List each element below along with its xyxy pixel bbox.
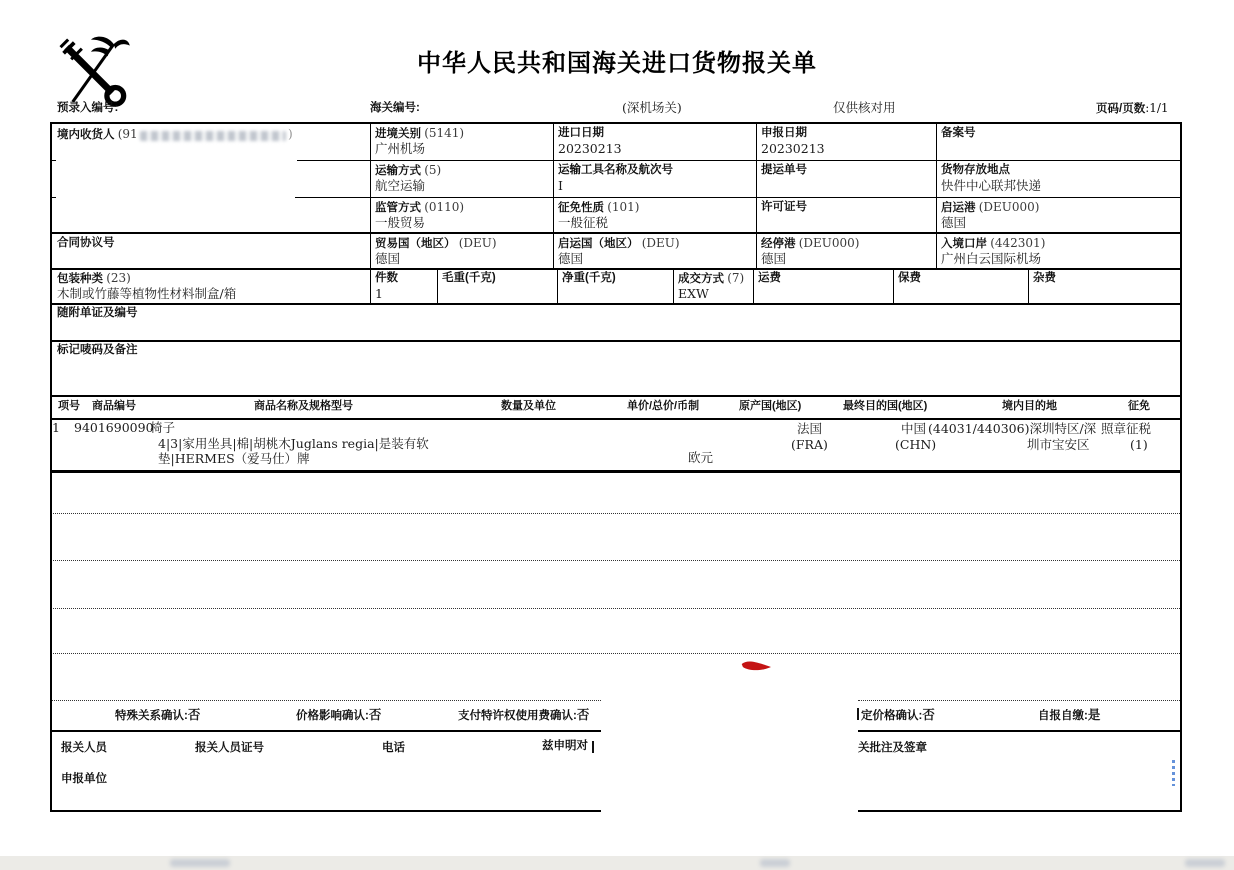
- license-no-label: 许可证号: [761, 201, 807, 213]
- package-type-code: (23): [106, 271, 131, 285]
- grid-line-horizontal: [50, 470, 1182, 473]
- field-transaction-mode: [678, 272, 744, 286]
- customs-office-note: (深机场关): [622, 100, 682, 115]
- goods-levy-mode: 照章征税: [1101, 421, 1152, 436]
- grid-line-horizontal: [50, 303, 1182, 305]
- supervision-mode-code: (0110): [424, 200, 465, 214]
- phone-label: 电话: [382, 742, 405, 754]
- grid-line-vertical: [553, 122, 554, 268]
- grid-line-vertical: [936, 122, 937, 268]
- goods-header-price-currency: 单价/总价/币制: [627, 400, 700, 412]
- field-consignee: [57, 128, 138, 142]
- grid-line-horizontal: [50, 232, 1182, 234]
- entry-point-code: (442301): [990, 236, 1046, 250]
- royalty-fee-label: 支付特许权使用费确认:: [458, 710, 577, 722]
- departure-port-value: 德国: [941, 215, 967, 230]
- pieces-value: 1: [375, 286, 383, 301]
- contract-no-label: 合同协议号: [57, 237, 115, 249]
- goods-header-item-no: 项号: [58, 400, 80, 412]
- entry-point-value: 广州白云国际机场: [941, 251, 1042, 266]
- goods-header-name-spec: 商品名称及规格型号: [254, 400, 353, 412]
- import-date-label: 进口日期: [558, 127, 604, 139]
- marks-notes-label: 标记唛码及备注: [57, 344, 138, 356]
- grid-line-horizontal: [50, 513, 1182, 514]
- levy-nature-code: (101): [607, 200, 640, 214]
- import-date-value: 20230213: [558, 141, 622, 156]
- grid-line-vertical: [1028, 268, 1029, 303]
- grid-line-vertical: [753, 268, 754, 303]
- entry-customs-label: 进境关别: [375, 128, 421, 140]
- grid-line-vertical: [893, 268, 894, 303]
- gross-weight-label: 毛重(千克): [442, 272, 496, 284]
- confirm-special-relation: [115, 708, 200, 723]
- faint-smudge: [1185, 859, 1225, 867]
- goods-header-qty-unit: 数量及单位: [501, 400, 556, 412]
- goods-hs-code: 9401690090: [74, 420, 154, 435]
- package-type-label: 包装种类: [57, 273, 103, 285]
- clipped-char-remnant: [857, 708, 859, 720]
- field-package-type: [57, 272, 131, 286]
- departure-country-code: (DEU): [641, 236, 680, 250]
- entry-point-label: 入境口岸: [941, 238, 987, 250]
- grid-line-horizontal: [50, 730, 601, 732]
- goods-header-domestic-dest: 境内目的地: [1002, 400, 1057, 412]
- attached-docs-label: 随附单证及编号: [57, 307, 138, 319]
- transaction-mode-value: EXW: [678, 286, 709, 301]
- grid-line-horizontal: [858, 810, 1182, 812]
- trade-country-value: 德国: [375, 251, 401, 266]
- page-title: 中华人民共和国海关进口货物报关单: [417, 50, 817, 77]
- grid-line-horizontal: [50, 653, 1182, 654]
- bill-no-label: 提运单号: [761, 164, 807, 176]
- special-relation-label: 特殊关系确认:: [115, 710, 188, 722]
- entry-customs-code: (5141): [424, 126, 465, 140]
- transit-port-value: 德国: [761, 251, 787, 266]
- grid-line-vertical: [673, 268, 674, 303]
- declare-date-value: 20230213: [761, 141, 825, 156]
- grid-line-vertical: [1180, 122, 1182, 810]
- grid-line-horizontal: [858, 700, 1182, 701]
- statement-fragment: 兹申明对: [542, 740, 588, 752]
- storage-place-value: 快件中心联邦快递: [941, 178, 1042, 193]
- grid-line-horizontal: [50, 395, 1182, 397]
- goods-header-levy: 征免: [1128, 400, 1150, 412]
- provisional-price-label: 定价格确认:: [861, 710, 923, 722]
- transit-port-label: 经停港: [761, 238, 796, 250]
- transport-tool-label: 运输工具名称及航次号: [558, 164, 673, 176]
- page-number-label: 页码/页数: [1096, 103, 1146, 115]
- consignee-code-suffix: ): [288, 127, 293, 141]
- goods-spec-line1: 4|3|家用坐具|棉|胡桃木Juglans regia|是装有软: [158, 436, 429, 451]
- customs-remark-sign-label: 关批注及签章: [858, 742, 927, 754]
- departure-country-value: 德国: [558, 251, 584, 266]
- entry-customs-value: 广州机场: [375, 141, 426, 156]
- levy-nature-value: 一般征税: [558, 215, 609, 230]
- storage-place-label: 货物存放地点: [941, 164, 1010, 176]
- confirm-royalty-fee: [458, 708, 589, 723]
- consignee-code-prefix: (91: [117, 127, 138, 141]
- grid-line-horizontal: [50, 700, 601, 701]
- faint-smudge: [170, 859, 230, 867]
- net-weight-label: 净重(千克): [562, 272, 616, 284]
- blue-dotted-mark: [1172, 760, 1175, 786]
- goods-currency: 欧元: [688, 450, 714, 465]
- pieces-label: 件数: [375, 272, 398, 284]
- grid-line-horizontal: [297, 160, 1182, 161]
- goods-item-no: 1: [52, 420, 60, 435]
- field-transport-mode: [375, 164, 441, 178]
- consignee-label: 境内收货人: [57, 129, 115, 141]
- trade-country-label: 贸易国（地区）: [375, 238, 456, 250]
- grid-line-horizontal: [858, 730, 1182, 732]
- grid-line-vertical: [557, 268, 558, 303]
- goods-origin-country: 法国: [797, 421, 823, 436]
- grid-line-horizontal: [50, 268, 1182, 270]
- departure-country-label: 启运国（地区）: [558, 238, 639, 250]
- declarant-label: 报关人员: [61, 742, 107, 754]
- special-relation-value: 否: [187, 707, 201, 722]
- field-departure-port: [941, 201, 1039, 215]
- pre-entry-no-label: 预录入编号:: [57, 102, 119, 114]
- transaction-mode-code: (7): [727, 271, 745, 285]
- red-pen-mark: [739, 655, 775, 681]
- declarant-cert-no-label: 报关人员证号: [195, 742, 264, 754]
- departure-port-label: 启运港: [941, 202, 976, 214]
- grid-line-horizontal: [50, 608, 1182, 609]
- goods-levy-code: (1): [1130, 437, 1148, 452]
- confirm-provisional-price: [861, 708, 935, 723]
- price-influence-label: 价格影响确认:: [296, 710, 369, 722]
- departure-port-code: (DEU000): [978, 200, 1040, 214]
- transport-mode-value: 航空运输: [375, 178, 426, 193]
- grid-line-horizontal: [50, 560, 1182, 561]
- self-declare-label: 自报自缴:: [1038, 710, 1088, 722]
- field-departure-country: [558, 237, 680, 251]
- field-transit-port: [761, 237, 859, 251]
- transit-port-code: (DEU000): [798, 236, 860, 250]
- transport-mode-label: 运输方式: [375, 165, 421, 177]
- goods-origin-code: (FRA): [791, 437, 828, 452]
- bottom-page-edge: [0, 856, 1234, 870]
- field-levy-nature: [558, 201, 639, 215]
- confirm-price-influence: [296, 708, 381, 723]
- transport-tool-value: I: [558, 178, 563, 193]
- declare-date-label: 申报日期: [761, 127, 807, 139]
- transaction-mode-label: 成交方式: [678, 273, 724, 285]
- grid-line-horizontal: [295, 197, 1182, 198]
- field-entry-point: [941, 237, 1045, 251]
- transport-mode-code: (5): [424, 163, 442, 177]
- field-trade-country: [375, 237, 497, 251]
- grid-line-horizontal: [50, 810, 601, 812]
- page-number: [1096, 102, 1169, 116]
- supervision-mode-value: 一般贸易: [375, 215, 426, 230]
- goods-header-origin-country: 原产国(地区): [739, 400, 802, 412]
- price-influence-value: 否: [368, 707, 382, 722]
- field-supervision-mode: [375, 201, 464, 215]
- supervision-mode-label: 监管方式: [375, 202, 421, 214]
- grid-line-vertical: [437, 268, 438, 303]
- goods-domestic-dest-line2: 圳市宝安区: [1027, 437, 1090, 452]
- grid-line-vertical: [50, 122, 52, 810]
- customs-no-label: 海关编号:: [370, 102, 420, 114]
- declare-unit-label: 申报单位: [61, 773, 107, 785]
- royalty-fee-value: 否: [576, 707, 590, 722]
- misc-fee-label: 杂费: [1033, 272, 1056, 284]
- insurance-label: 保费: [898, 272, 921, 284]
- goods-header-hs-code: 商品编号: [92, 400, 136, 412]
- grid-line-vertical: [370, 122, 371, 303]
- grid-line-horizontal: [50, 340, 1182, 342]
- goods-final-dest-code: (CHN): [895, 437, 937, 452]
- levy-nature-label: 征免性质: [558, 202, 604, 214]
- provisional-price-value: 否: [922, 707, 935, 722]
- record-no-label: 备案号: [941, 127, 976, 139]
- goods-header-final-dest-country: 最终目的国(地区): [843, 400, 928, 412]
- consignee-redacted-code: [140, 131, 286, 141]
- goods-name: 椅子: [150, 420, 176, 435]
- grid-line-vertical: [756, 122, 757, 268]
- confirm-self-declare: [1038, 708, 1100, 723]
- goods-final-dest-country: 中国: [901, 421, 927, 436]
- package-type-value: 木制或竹藤等植物性材料制盒/箱: [57, 286, 237, 301]
- check-only-note: 仅供核对用: [833, 100, 896, 115]
- goods-domestic-dest-line1: (44031/440306)深圳特区/深: [928, 421, 1097, 436]
- trade-country-code: (DEU): [458, 236, 497, 250]
- self-declare-value: 是: [1087, 707, 1101, 722]
- field-entry-customs: [375, 127, 464, 141]
- grid-line-horizontal: [50, 122, 1182, 124]
- faint-smudge: [760, 859, 790, 867]
- page-number-value: :1/1: [1145, 101, 1169, 115]
- clipped-statement-remnant: [592, 741, 594, 753]
- grid-line-horizontal: [50, 418, 1182, 420]
- freight-label: 运费: [758, 272, 781, 284]
- goods-spec-line2: 垫|HERMES（爱马仕）牌: [158, 451, 310, 466]
